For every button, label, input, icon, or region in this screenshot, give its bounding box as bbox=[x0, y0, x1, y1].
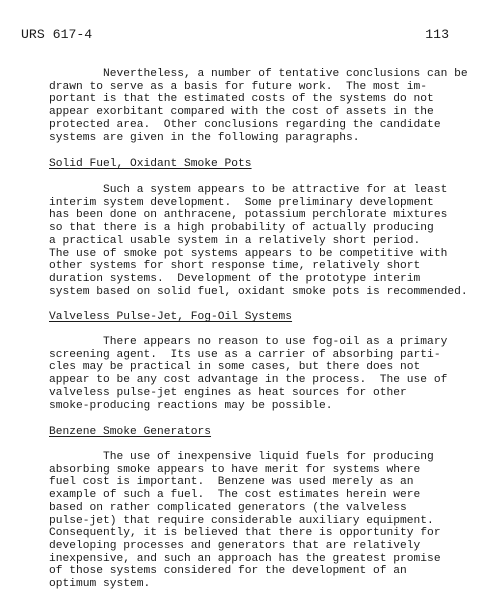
benzene-paragraph: The use of inexpensive liquid fuels for producing absorbing smoke appears to have merit for systems where fuel cost is important. Benzene was used merely as an example of such a fuel. The cost estimates herein were based on rather complicated generators (the valveless pulse-jet) that require considerable auxiliary equipment. Consequently, it is believed that there is opportunity for developing processes and generators that are relatively inexpensive, and such an approach has the greatest promise of those systems considered for the development of an optimum system. bbox=[49, 451, 441, 591]
page-header bbox=[21, 27, 481, 43]
section-heading-benzene: Benzene Smoke Generators bbox=[49, 426, 212, 438]
pulse-jet-paragraph: There appears no reason to use fog-oil as a primary screening agent. Its use as a carrier of absorbing parti- cles may be practical in some cases, but there does not appear to be any cost advantage in the process. The use of valveless pulse-jet engines as heat sources for other smoke-producing reactions may be possible. bbox=[49, 336, 448, 412]
document-id: URS 617-4 bbox=[21, 27, 93, 42]
section-heading-pulse-jet: Valveless Pulse-Jet, Fog-Oil Systems bbox=[49, 311, 293, 323]
intro-paragraph: Nevertheless, a number of tentative conclusions can be drawn to serve as a basis for future work. The most im- portant is that the estimated costs of the systems do not appear exorbitant compared with the cost of assets in the protected area. Other conclusions regarding the candidate systems are given in the following paragraphs. bbox=[49, 68, 468, 144]
solid-fuel-paragraph: Such a system appears to be attractive for at least interim system development. Some preliminary development has been done on anthracene, potassium perchlorate mixtures so that there is a high probability of actually producing a practical usable system in a relatively short period. The use of smoke pot systems appears to be competitive with other systems for short response time, relatively short duration systems. Development of the prototype interim system based on solid fuel, oxidant smoke pots is recommended. bbox=[49, 184, 468, 298]
section-heading-solid-fuel: Solid Fuel, Oxidant Smoke Pots bbox=[49, 158, 252, 170]
page-number: 113 bbox=[425, 27, 449, 42]
